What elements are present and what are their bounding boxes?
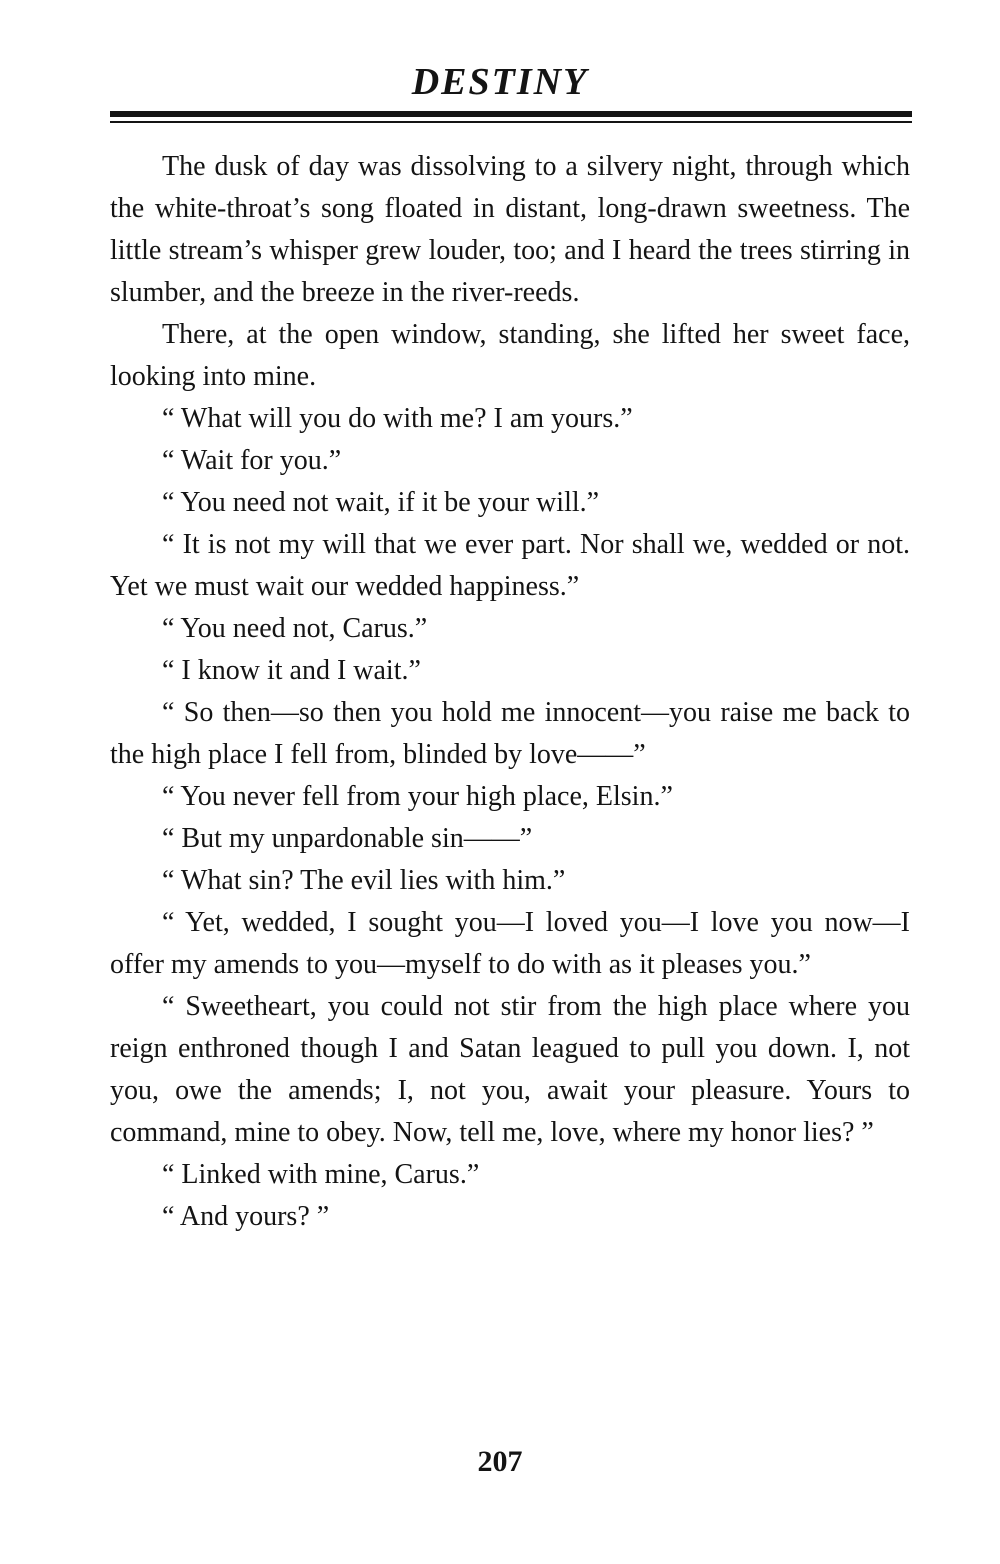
- paragraph: “ Sweetheart, you could not stir from the high place where you reign enthroned though I and Satan leagued to pull you down. I, not you, owe the amends; I, not you, await your pleasure. Yours to command, mine to obey. Now, tell me, love, where my honor lies? ”: [110, 991, 910, 1148]
- paragraph: “ What will you do with me? I am yours.”: [162, 403, 633, 434]
- paragraph: “ You never fell from your high place, Elsin.”: [162, 781, 673, 812]
- paragraph: There, at the open window, standing, she lifted her sweet face, looking into mine.: [110, 319, 910, 392]
- running-head: DESTINY: [411, 61, 589, 103]
- header-rule-thick: [110, 111, 912, 117]
- paragraph: “ It is not my will that we ever part. Nor shall we, wedded or not. Yet we must wait our wedded happiness.”: [110, 529, 910, 602]
- paragraph: “ You need not, Carus.”: [162, 613, 428, 644]
- paragraph: “ Linked with mine, Carus.”: [162, 1159, 480, 1190]
- header-rule-thin: [110, 121, 912, 123]
- paragraph: “ You need not wait, if it be your will.”: [162, 487, 600, 518]
- paragraph: “ Wait for you.”: [162, 445, 342, 476]
- page-number: 207: [477, 1445, 523, 1478]
- body-text: [110, 146, 910, 1238]
- paragraph: “ So then—so then you hold me innocent—you raise me back to the high place I fell from, blinded by love——”: [110, 697, 910, 770]
- paragraph: “ Yet, wedded, I sought you—I loved you—I love you now—I offer my amends to you—myself to do with as it pleases you.”: [110, 907, 910, 980]
- paragraph: “ And yours? ”: [162, 1201, 330, 1232]
- paragraph: “ What sin? The evil lies with him.”: [162, 865, 566, 896]
- paragraph: “ But my unpardonable sin——”: [162, 823, 533, 854]
- paragraph: The dusk of day was dissolving to a silvery night, through which the white-throat’s song floated in distant, long-drawn sweetness. The little stream’s whisper grew louder, too; and I heard the trees stirring in slumber, and the breeze in the river-reeds.: [110, 151, 910, 308]
- paragraph: “ I know it and I wait.”: [162, 655, 421, 686]
